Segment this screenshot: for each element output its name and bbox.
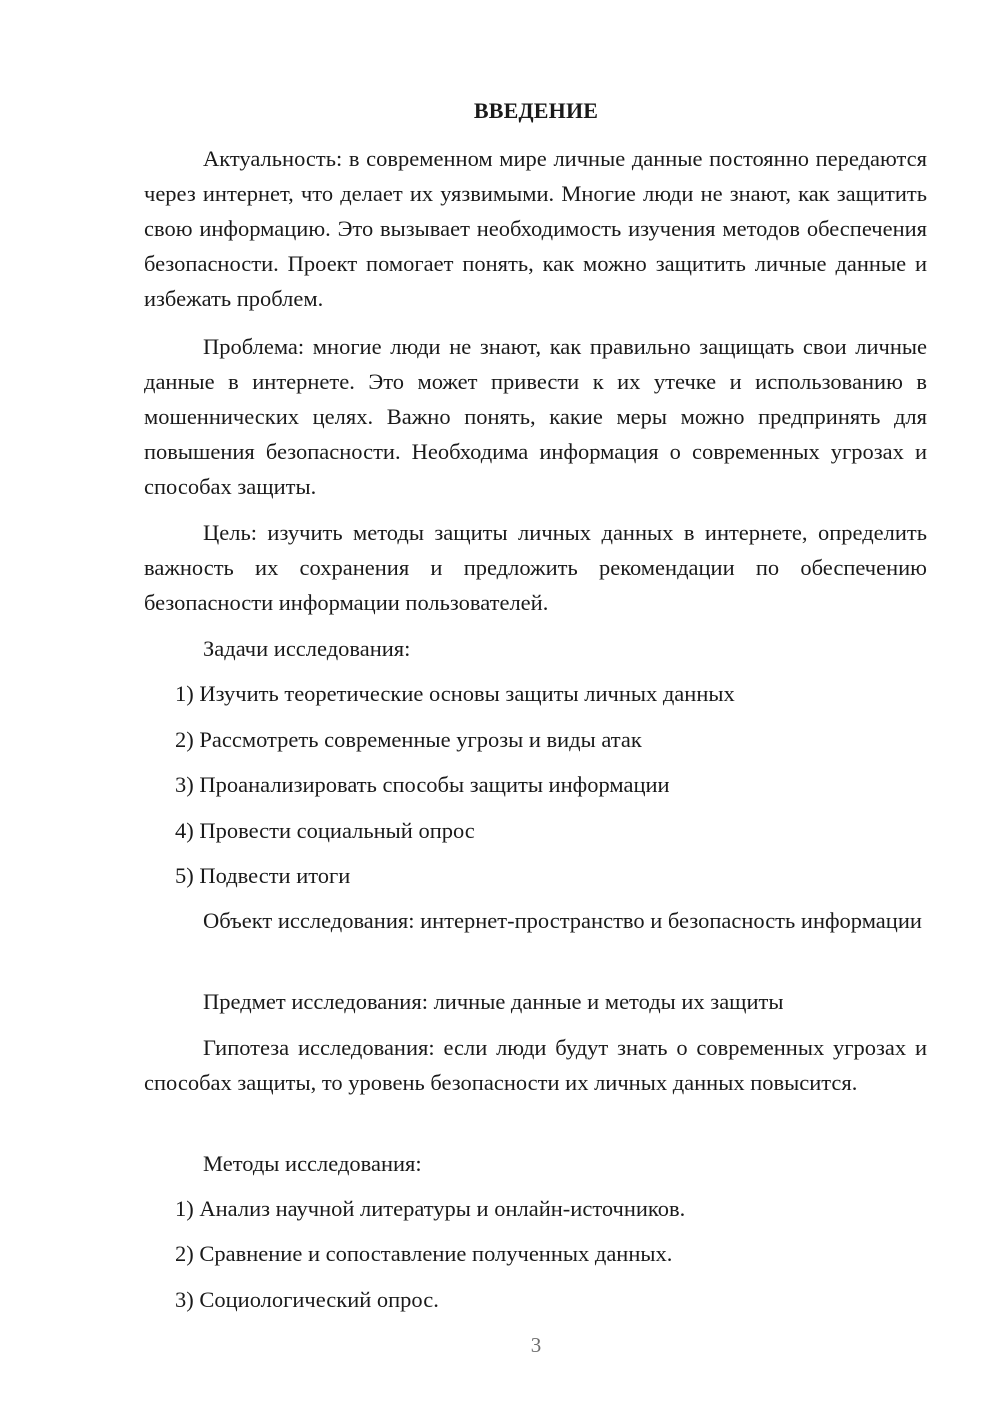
- subject-line: Предмет исследования: личные данные и методы их защиты: [203, 989, 784, 1014]
- methods-heading: Методы исследования:: [203, 1151, 422, 1176]
- hypothesis-paragraph: [144, 1030, 927, 1100]
- problem-text: Проблема: многие люди не знают, как правильно защищать свои личные данные в интернете. Это может привести к их утечке и использованию в мошеннических целях. Важно понять, какие меры можно предпринять для повышения безопасности. Необходима информация о современных угрозах и способах защиты.: [144, 334, 927, 499]
- task-item: 2) Рассмотреть современные угрозы и виды атак: [175, 727, 642, 752]
- object-paragraph: [144, 903, 927, 938]
- section-title: ВВЕДЕНИЕ: [473, 98, 599, 123]
- method-item: 3) Социологический опрос.: [175, 1287, 439, 1312]
- problem-paragraph: [144, 329, 927, 504]
- goal-text: Цель: изучить методы защиты личных данных в интернете, определить важность их сохранения и предложить рекомендации по обеспечению безопасности информации пользователей.: [144, 520, 927, 615]
- task-item: 4) Провести социальный опрос: [175, 818, 475, 843]
- task-item: 3) Проанализировать способы защиты информации: [175, 772, 670, 797]
- hypothesis-text: Гипотеза исследования: если люди будут знать о современных угрозах и способах защиты, то уровень безопасности их личных данных повысится.: [144, 1035, 927, 1095]
- object-text: Объект исследования: интернет-пространство и безопасность информации: [203, 908, 922, 933]
- tasks-heading: Задачи исследования:: [203, 636, 411, 661]
- goal-paragraph: [144, 515, 927, 620]
- method-item: 1) Анализ научной литературы и онлайн-источников.: [175, 1196, 686, 1221]
- task-item: 5) Подвести итоги: [175, 863, 351, 888]
- task-item: 1) Изучить теоретические основы защиты личных данных: [175, 681, 735, 706]
- relevance-paragraph: [144, 141, 927, 316]
- method-item: 2) Сравнение и сопоставление полученных данных.: [175, 1241, 673, 1266]
- page-number: 3: [530, 1333, 542, 1357]
- relevance-text: Актуальность: в современном мире личные данные постоянно передаются через интернет, что делает их уязвимыми. Многие люди не знают, как защитить свою информацию. Это вызывает необходимость изучения методов обеспечения безопасности. Проект помогает понять, как можно защитить личные данные и избежать проблем.: [144, 146, 927, 311]
